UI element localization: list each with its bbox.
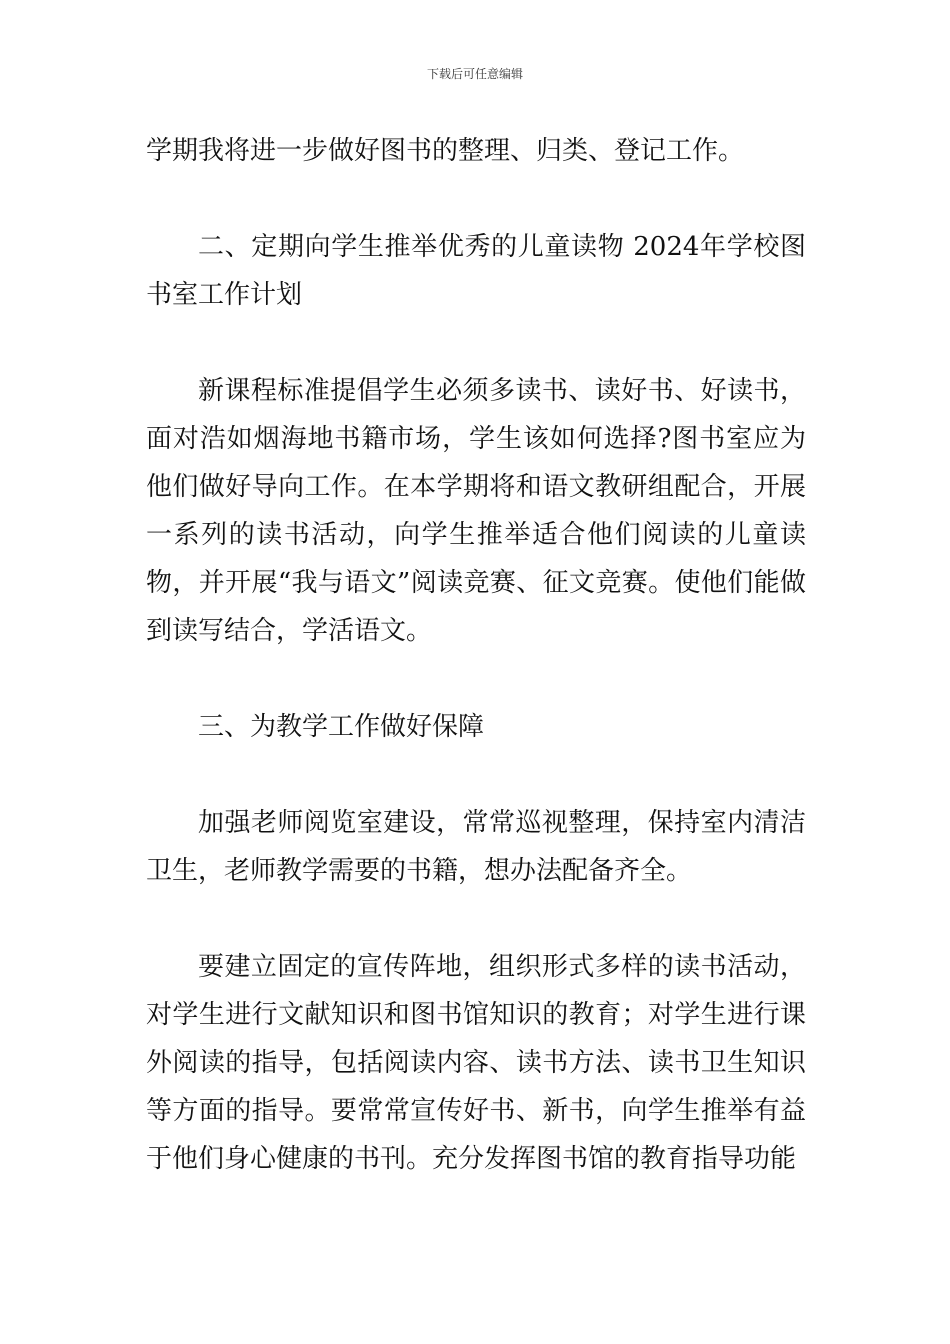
paragraph-teacher-reading-room: 加强老师阅览室建设，常常巡视整理，保持室内清洁卫生，老师教学需要的书籍，想办法配备齐全。 [146, 808, 806, 886]
paragraph-reading-recommendation: 新课程标准提倡学生必须多读书、读好书、好读书，面对浩如烟海地书籍市场，学生该如何选择?图书室应为他们做好导向工作。在本学期将和语文教研组配合，开展一系列的读书活动，向学生推举适合他们阅读的儿童读物，并开展“我与语文”阅读竞赛、征文竞赛。使他们能做到读写结合，学活语文。 [146, 376, 806, 646]
section-heading-3: 三、为教学工作做好保障 [198, 712, 485, 742]
paragraph-publicity-guidance: 要建立固定的宣传阵地，组织形式多样的读书活动，对学生进行文献知识和图书馆知识的教育；对学生进行课外阅读的指导，包括阅读内容、读书方法、读书卫生知识等方面的指导。要常常宣传好书、新书，向学生推举有益于他们身心健康的书刊。充分发挥图书馆的教育指导功能 [146, 952, 806, 1174]
section-heading-2: 二、定期向学生推举优秀的儿童读物 2024年学校图书室工作计划 [146, 232, 806, 310]
paragraph-continuation: 学期我将进一步做好图书的整理、归类、登记工作。 [146, 136, 745, 166]
page-header: 下载后可任意编辑 [426, 67, 523, 81]
document-body [146, 127, 806, 1183]
